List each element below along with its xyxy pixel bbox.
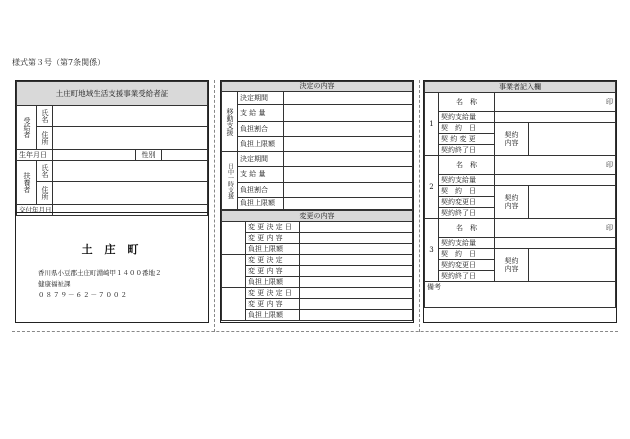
change-group-cell [222,222,246,255]
mobility-row-label: 負担上限額 [238,137,284,152]
change-table [221,210,413,321]
day-row-field [284,152,413,167]
recipient-address-field [53,127,208,150]
change-row-label: 変 更 内 容 [246,299,300,310]
remarks-label: 備考 [427,283,441,291]
contract-row-label: 契約終了日 [439,145,495,156]
mobility-row-label: 負担割合 [238,122,284,137]
cut-line-bottom [12,331,618,332]
change-row-field [300,222,413,233]
day-row-field [284,183,413,198]
entry-number: 1 [425,93,439,156]
cut-line-right [419,80,420,332]
issuer-department: 健康福祉課 [38,280,71,288]
contract-row-field [495,238,616,249]
mobility-group-label: 移動支援 [222,92,238,152]
remarks-field [425,282,616,308]
recipient-address-label: 住所 [37,127,53,150]
issuer-phone: ０８７９－６２－７００２ [38,291,128,299]
day-row-label: 負担上限額 [238,198,284,210]
cut-line-left [214,80,215,332]
issuer-block [16,212,208,322]
day-row-label: 支 給 量 [238,167,284,183]
guardian-address-label: 住所 [37,182,53,205]
contract-row-label: 契約変更日 [439,197,495,208]
change-row-field [300,255,413,266]
guardian-address-field [53,182,208,205]
contract-content-label: 契約 内容 [495,249,529,282]
contract-row-label: 契 約 変 更 [439,134,495,145]
contract-content-field [529,249,616,282]
contract-row-label: 契約変更日 [439,260,495,271]
change-row-label: 変 更 決 定 [246,255,300,266]
guardian-name-label: 氏名 [37,161,53,182]
contract-content-field [529,123,616,156]
change-row-field [300,233,413,244]
provider-name-label: 名 称 [439,156,495,175]
recipient-name-label: 氏名 [37,106,53,127]
mobility-row-label: 決定期間 [238,92,284,105]
change-row-label: 変 更 内 容 [246,266,300,277]
recipient-name-field [53,106,208,127]
seal-mark: 印 [606,223,613,232]
day-support-group-label: 日中一時支援 [222,152,238,210]
change-row-label: 負担上限額 [246,310,300,321]
change-row-field [300,299,413,310]
contract-row-label: 契約終了日 [439,271,495,282]
issuer-contact [38,268,162,301]
contract-row-label: 契約支給量 [439,112,495,123]
gender-field [162,150,208,161]
change-group-cell [222,288,246,321]
day-row-label: 決定期間 [238,152,284,167]
mobility-row-field [284,105,413,122]
change-row-label: 負担上限額 [246,244,300,255]
provider-name-label: 名 称 [439,219,495,238]
change-row-field [300,288,413,299]
certificate-title: 土庄町地域生活支援事業受給者証 [17,82,208,106]
contract-row-label: 契約終了日 [439,208,495,219]
decision-table [221,81,413,210]
mobility-row-field [284,137,413,152]
day-row-field [284,167,413,183]
contract-row-label: 契 約 日 [439,186,495,197]
mobility-row-field [284,122,413,137]
change-title: 変更の内容 [222,211,413,222]
change-row-label: 負担上限額 [246,277,300,288]
change-row-field [300,244,413,255]
day-row-label: 負担割合 [238,183,284,198]
provider-name-field [495,93,616,112]
issuer-address: 香川県小豆郡土庄町淵崎甲１４００番地２ [38,269,162,277]
change-row-label: 変 更 決 定 日 [246,288,300,299]
contract-row-field [495,112,616,123]
contract-content-field [529,186,616,219]
contract-row-label: 契約支給量 [439,175,495,186]
decision-title: 決定の内容 [222,82,413,92]
day-row-field [284,198,413,210]
gender-label: 性別 [136,150,162,161]
birthdate-label: 生年月日 [17,150,53,161]
provider-name-label: 名 称 [439,93,495,112]
contract-content-label: 契約 内容 [495,123,529,156]
mobility-row-field [284,92,413,105]
form-label: 様式第３号（第7条関係） [12,58,106,67]
change-row-field [300,266,413,277]
change-row-label: 変 更 決 定 日 [246,222,300,233]
change-row-field [300,277,413,288]
contract-row-label: 契 約 日 [439,249,495,260]
contract-row-label: 契 約 日 [439,123,495,134]
change-row-label: 変 更 内 容 [246,233,300,244]
mobility-row-label: 支 給 量 [238,105,284,122]
decision-panel [220,80,414,323]
change-group-cell [222,255,246,288]
recipient-certificate-panel [15,80,209,323]
entry-number: 3 [425,219,439,282]
contract-row-field [495,175,616,186]
provider-table [424,81,616,308]
contract-content-label: 契約 内容 [495,186,529,219]
provider-title: 事業者記入欄 [425,82,616,93]
recipient-info-table [16,81,208,216]
entry-number: 2 [425,156,439,219]
provider-panel [423,80,617,323]
seal-mark: 印 [606,160,613,169]
birthdate-field [53,150,136,161]
provider-name-field [495,156,616,175]
contract-row-label: 契約支給量 [439,238,495,249]
change-row-field [300,310,413,321]
issue-date-label: 交付年月日 [17,205,53,216]
guardian-group-label: 扶養者 [17,161,37,205]
seal-mark: 印 [606,97,613,106]
provider-name-field [495,219,616,238]
recipient-group-label: 受給者 [17,106,37,150]
guardian-name-field [53,161,208,182]
town-name: 土 庄 町 [81,243,143,256]
